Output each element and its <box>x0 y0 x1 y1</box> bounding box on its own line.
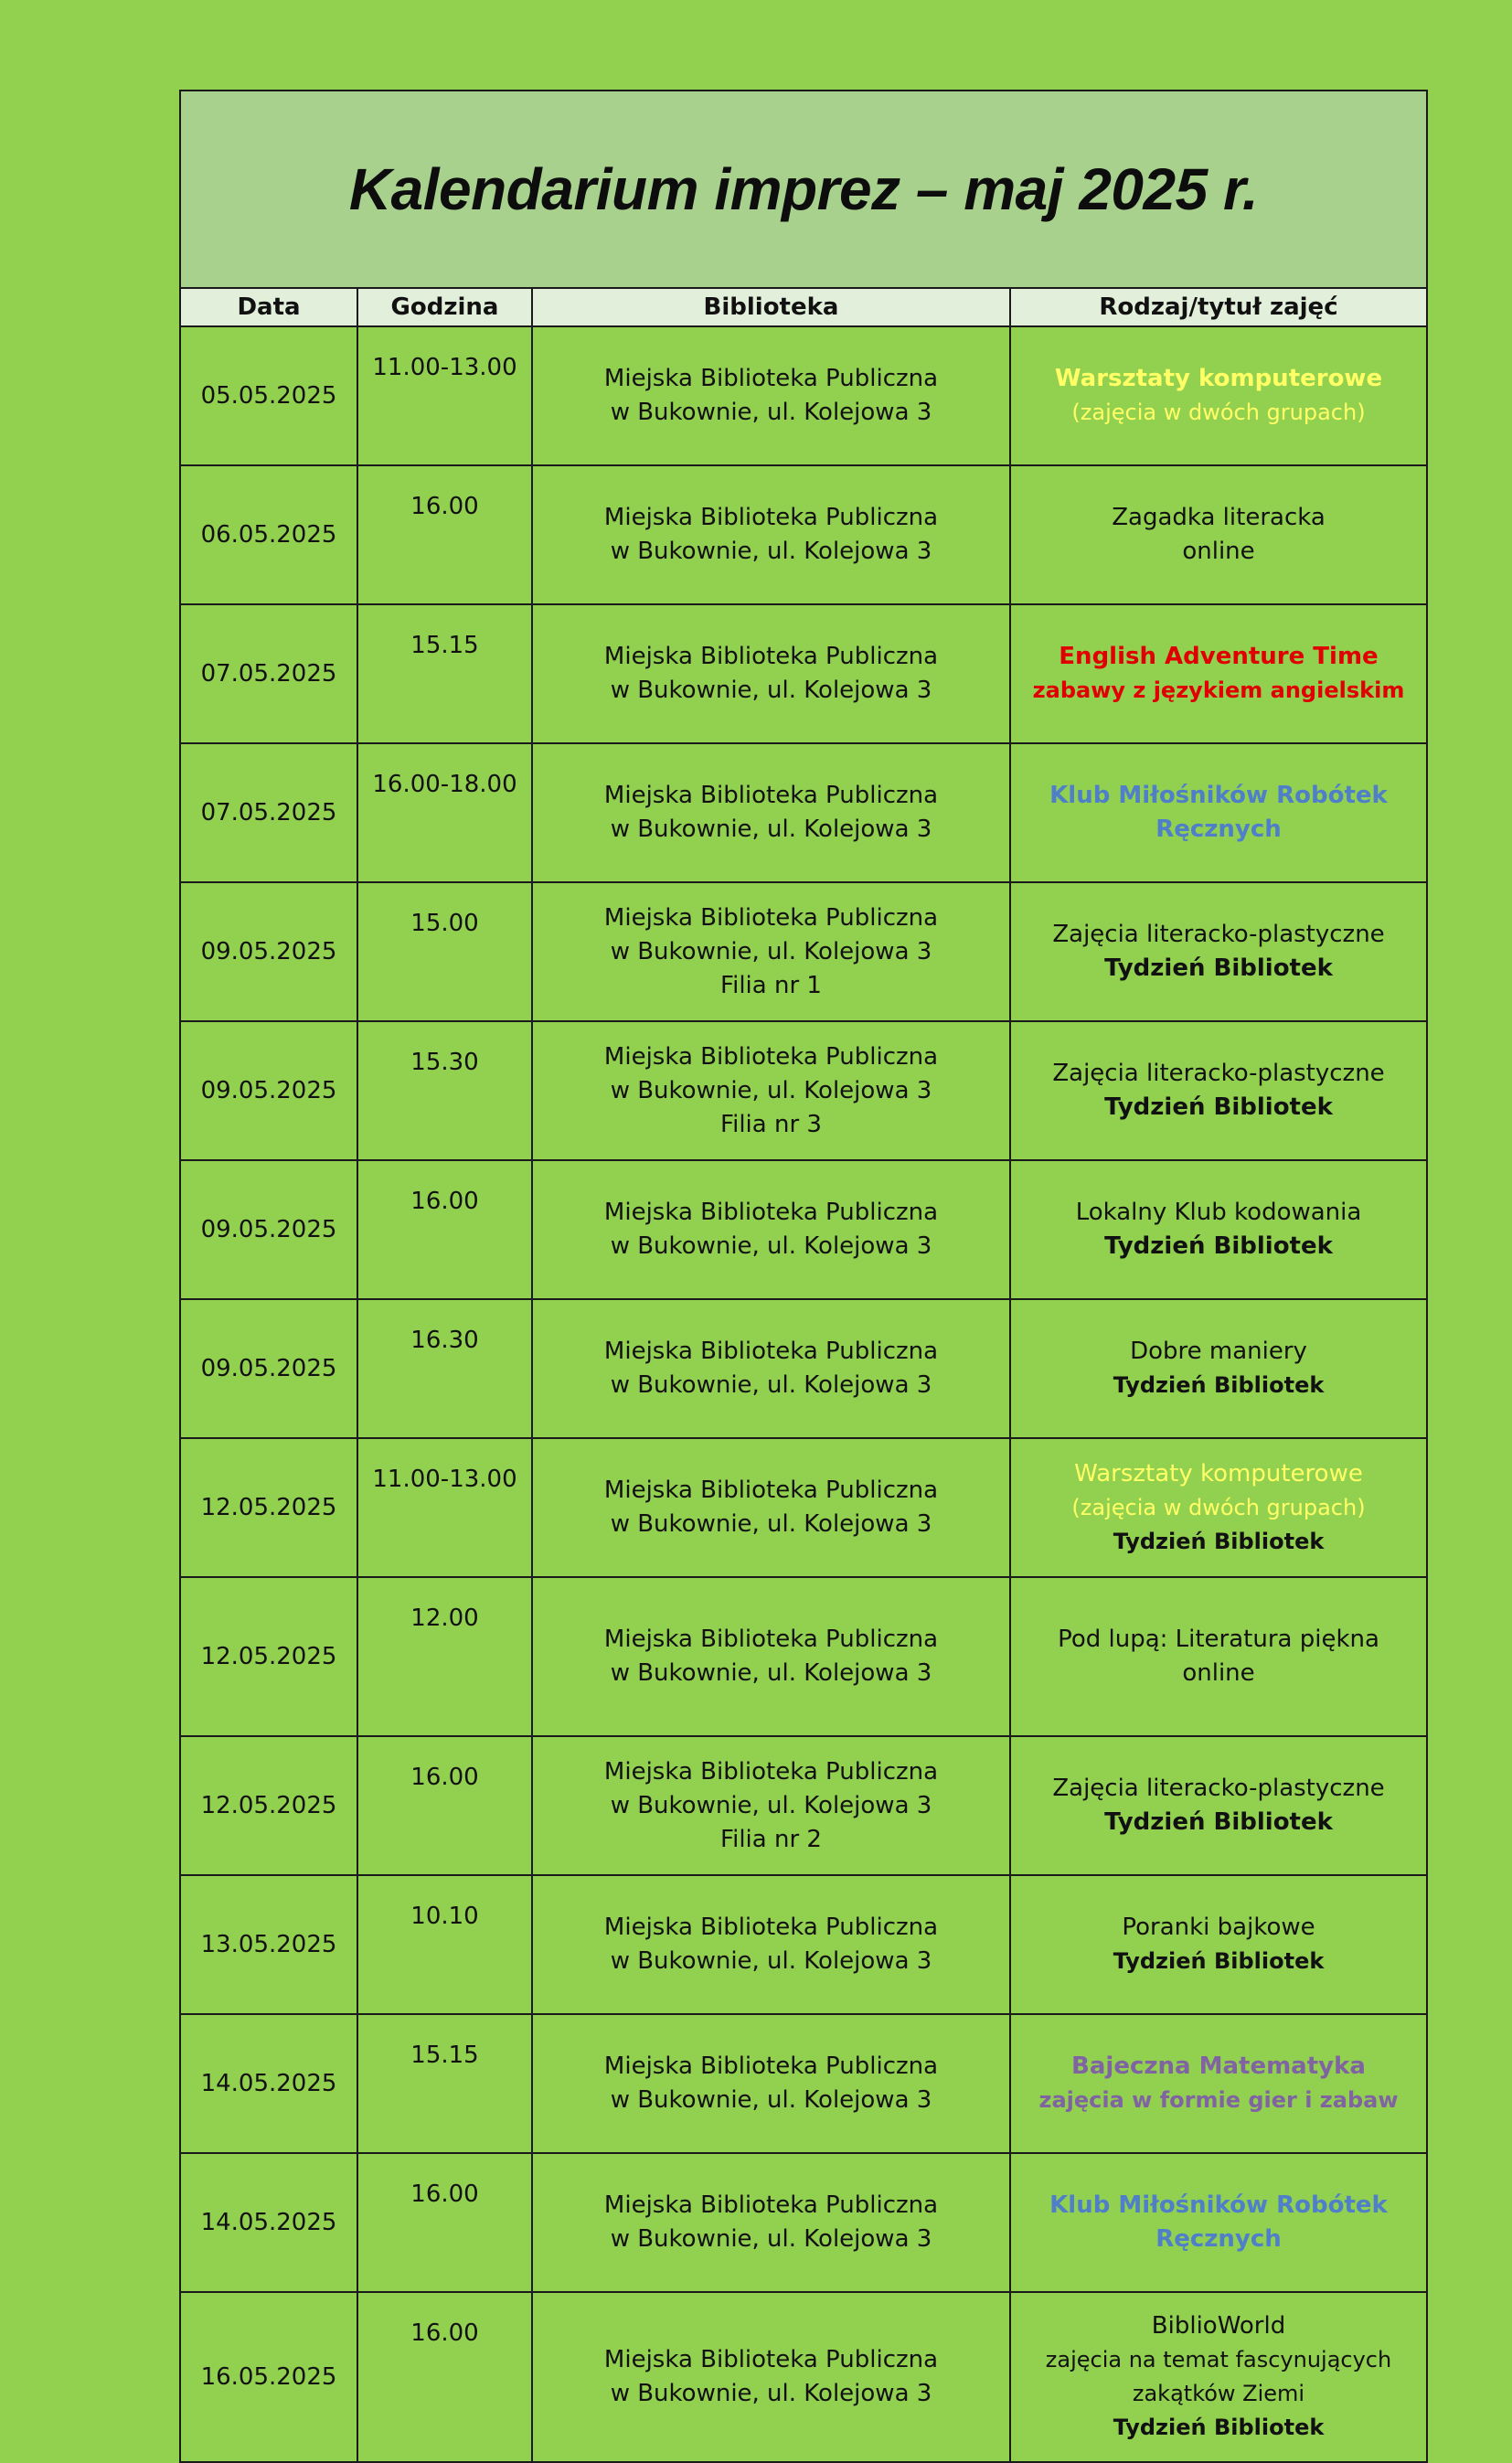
library-cell <box>532 604 1010 743</box>
table-row <box>180 1577 1427 1736</box>
event-note-cont: zakątków Ziemi <box>1132 2381 1305 2406</box>
event-note: zabawy z językiem angielskim <box>1032 677 1405 703</box>
library-name: Miejska Biblioteka Publiczna <box>603 1338 939 1365</box>
date-cell: 14.05.2025 <box>180 2153 357 2292</box>
library-cell <box>532 1736 1010 1875</box>
library-name: Miejska Biblioteka Publiczna <box>603 1477 939 1504</box>
event-cell <box>1010 2014 1427 2153</box>
library-name: Miejska Biblioteka Publiczna <box>603 643 939 670</box>
table-row <box>180 2292 1427 2462</box>
date-cell: 13.05.2025 <box>180 1875 357 2014</box>
date-cell: 12.05.2025 <box>180 1577 357 1736</box>
time-cell: 15.00 <box>357 882 532 1021</box>
page-title: Kalendarium imprez – maj 2025 r. <box>348 155 1259 222</box>
library-branch: Filia nr 3 <box>720 1110 822 1138</box>
library-address: w Bukownie, ul. Kolejowa 3 <box>610 1371 932 1399</box>
library-address: w Bukownie, ul. Kolejowa 3 <box>610 2225 932 2253</box>
table-row <box>180 1299 1427 1438</box>
table-row <box>180 326 1427 465</box>
event-title: Warsztaty komputerowe <box>1074 1459 1363 1487</box>
library-cell <box>532 743 1010 882</box>
library-name: Miejska Biblioteka Publiczna <box>603 1757 939 1786</box>
library-name: Miejska Biblioteka Publiczna <box>603 504 939 531</box>
event-note: zajęcia w formie gier i zabaw <box>1038 2087 1399 2113</box>
event-title: Pod lupą: Literatura piękna <box>1058 1626 1379 1653</box>
library-branch: Filia nr 2 <box>720 1825 822 1853</box>
table-row <box>180 604 1427 743</box>
table-row <box>180 2014 1427 2153</box>
event-tag: Tydzień Bibliotek <box>1104 1232 1333 1260</box>
time-cell: 15.15 <box>357 2014 532 2153</box>
event-title-cont: Ręcznych <box>1155 816 1282 843</box>
date-cell: 07.05.2025 <box>180 604 357 743</box>
event-title: Poranki bajkowe <box>1122 1914 1315 1941</box>
library-address: w Bukownie, ul. Kolejowa 3 <box>610 2086 932 2114</box>
library-cell <box>532 1577 1010 1736</box>
date-cell: 14.05.2025 <box>180 2014 357 2153</box>
time-cell: 11.00-13.00 <box>357 1438 532 1577</box>
library-cell <box>532 2292 1010 2462</box>
library-name: Miejska Biblioteka Publiczna <box>603 1199 939 1226</box>
table-row <box>180 1021 1427 1160</box>
time-cell: 11.00-13.00 <box>357 326 532 465</box>
time-cell: 16.00 <box>357 1160 532 1299</box>
library-address: w Bukownie, ul. Kolejowa 3 <box>610 538 932 565</box>
event-cell <box>1010 882 1427 1021</box>
library-name: Miejska Biblioteka Publiczna <box>603 782 939 809</box>
event-cell <box>1010 465 1427 604</box>
table-row <box>180 2153 1427 2292</box>
event-title: English Adventure Time <box>1059 643 1379 670</box>
library-address: w Bukownie, ul. Kolejowa 3 <box>610 2380 932 2407</box>
event-title: Zajęcia literacko-plastyczne <box>1052 921 1385 948</box>
table-row <box>180 1736 1427 1875</box>
date-cell: 09.05.2025 <box>180 882 357 1021</box>
time-cell: 16.00 <box>357 2153 532 2292</box>
col-header-library: Biblioteka <box>532 288 1010 326</box>
time-cell: 15.30 <box>357 1021 532 1160</box>
event-cell <box>1010 1438 1427 1577</box>
event-tag: Tydzień Bibliotek <box>1104 1808 1333 1836</box>
event-cell <box>1010 1577 1427 1736</box>
library-cell <box>532 1160 1010 1299</box>
date-cell: 16.05.2025 <box>180 2292 357 2462</box>
date-cell: 05.05.2025 <box>180 326 357 465</box>
event-cell <box>1010 2153 1427 2292</box>
table-row <box>180 1875 1427 2014</box>
library-name: Miejska Biblioteka Publiczna <box>603 2191 939 2219</box>
library-name: Miejska Biblioteka Publiczna <box>603 365 939 392</box>
event-title: Dobre maniery <box>1130 1338 1307 1365</box>
library-name: Miejska Biblioteka Publiczna <box>603 1042 939 1071</box>
library-cell <box>532 326 1010 465</box>
library-address: w Bukownie, ul. Kolejowa 3 <box>610 1947 932 1975</box>
title-band <box>180 91 1427 288</box>
table-row <box>180 882 1427 1021</box>
date-cell: 09.05.2025 <box>180 1021 357 1160</box>
library-address: w Bukownie, ul. Kolejowa 3 <box>610 1791 932 1819</box>
time-cell: 16.00-18.00 <box>357 743 532 882</box>
event-cell <box>1010 1160 1427 1299</box>
library-address: w Bukownie, ul. Kolejowa 3 <box>610 1076 932 1104</box>
col-header-date: Data <box>180 288 357 326</box>
library-address: w Bukownie, ul. Kolejowa 3 <box>610 1510 932 1538</box>
event-title: Zajęcia literacko-plastyczne <box>1052 1060 1385 1087</box>
date-cell: 12.05.2025 <box>180 1438 357 1577</box>
col-header-time: Godzina <box>357 288 532 326</box>
library-name: Miejska Biblioteka Publiczna <box>603 2052 939 2080</box>
table-row <box>180 465 1427 604</box>
library-cell <box>532 1021 1010 1160</box>
event-note: online <box>1182 1659 1255 1687</box>
event-cell <box>1010 326 1427 465</box>
event-title: Zajęcia literacko-plastyczne <box>1052 1775 1385 1802</box>
library-cell <box>532 1875 1010 2014</box>
event-title: Warsztaty komputerowe <box>1054 365 1383 392</box>
library-cell <box>532 2153 1010 2292</box>
time-cell: 16.00 <box>357 2292 532 2462</box>
event-title: BiblioWorld <box>1151 2312 1286 2340</box>
event-title: Bajeczna Matematyka <box>1071 2052 1366 2080</box>
date-cell: 07.05.2025 <box>180 743 357 882</box>
library-cell <box>532 1438 1010 1577</box>
date-cell: 12.05.2025 <box>180 1736 357 1875</box>
event-tag: Tydzień Bibliotek <box>1113 1948 1325 1974</box>
event-tag: Tydzień Bibliotek <box>1104 954 1333 982</box>
time-cell: 10.10 <box>357 1875 532 2014</box>
library-name: Miejska Biblioteka Publiczna <box>603 1626 939 1653</box>
header-row <box>180 288 1427 326</box>
library-address: w Bukownie, ul. Kolejowa 3 <box>610 677 932 704</box>
calendar-sheet <box>179 90 1426 2463</box>
time-cell: 16.30 <box>357 1299 532 1438</box>
time-cell: 12.00 <box>357 1577 532 1736</box>
library-cell <box>532 882 1010 1021</box>
event-tag: Tydzień Bibliotek <box>1113 2415 1325 2440</box>
library-name: Miejska Biblioteka Publiczna <box>603 1914 939 1941</box>
date-cell: 06.05.2025 <box>180 465 357 604</box>
table-row <box>180 1438 1427 1577</box>
library-branch: Filia nr 1 <box>720 971 822 999</box>
event-cell <box>1010 1021 1427 1160</box>
event-title: Lokalny Klub kodowania <box>1075 1199 1362 1226</box>
events-table <box>179 90 1428 2463</box>
event-title-cont: Ręcznych <box>1155 2225 1282 2253</box>
col-header-event: Rodzaj/tytuł zajęć <box>1010 288 1427 326</box>
time-cell: 15.15 <box>357 604 532 743</box>
time-cell: 16.00 <box>357 465 532 604</box>
event-title: Zagadka literacka <box>1112 504 1326 531</box>
event-cell <box>1010 2292 1427 2462</box>
library-address: w Bukownie, ul. Kolejowa 3 <box>610 1659 932 1687</box>
library-address: w Bukownie, ul. Kolejowa 3 <box>610 816 932 843</box>
event-cell <box>1010 1875 1427 2014</box>
event-note: zajęcia na temat fascynujących <box>1045 2347 1392 2372</box>
event-tag: Tydzień Bibliotek <box>1113 1372 1325 1398</box>
event-title: Klub Miłośników Robótek <box>1049 782 1388 809</box>
event-note: online <box>1182 538 1255 565</box>
event-note: (zajęcia w dwóch grupach) <box>1071 400 1366 425</box>
library-address: w Bukownie, ul. Kolejowa 3 <box>610 937 932 965</box>
table-row <box>180 743 1427 882</box>
library-cell <box>532 465 1010 604</box>
library-address: w Bukownie, ul. Kolejowa 3 <box>610 399 932 426</box>
event-title: Klub Miłośników Robótek <box>1049 2191 1388 2219</box>
event-tag: Tydzień Bibliotek <box>1113 1528 1325 1554</box>
event-note: (zajęcia w dwóch grupach) <box>1071 1494 1366 1520</box>
library-address: w Bukownie, ul. Kolejowa 3 <box>610 1232 932 1260</box>
event-tag: Tydzień Bibliotek <box>1104 1093 1333 1121</box>
date-cell: 09.05.2025 <box>180 1299 357 1438</box>
library-name: Miejska Biblioteka Publiczna <box>603 903 939 932</box>
event-cell <box>1010 743 1427 882</box>
event-cell <box>1010 604 1427 743</box>
date-cell: 09.05.2025 <box>180 1160 357 1299</box>
library-cell <box>532 2014 1010 2153</box>
table-row <box>180 1160 1427 1299</box>
library-name: Miejska Biblioteka Publiczna <box>603 2346 939 2373</box>
event-cell <box>1010 1299 1427 1438</box>
event-cell <box>1010 1736 1427 1875</box>
time-cell: 16.00 <box>357 1736 532 1875</box>
library-cell <box>532 1299 1010 1438</box>
